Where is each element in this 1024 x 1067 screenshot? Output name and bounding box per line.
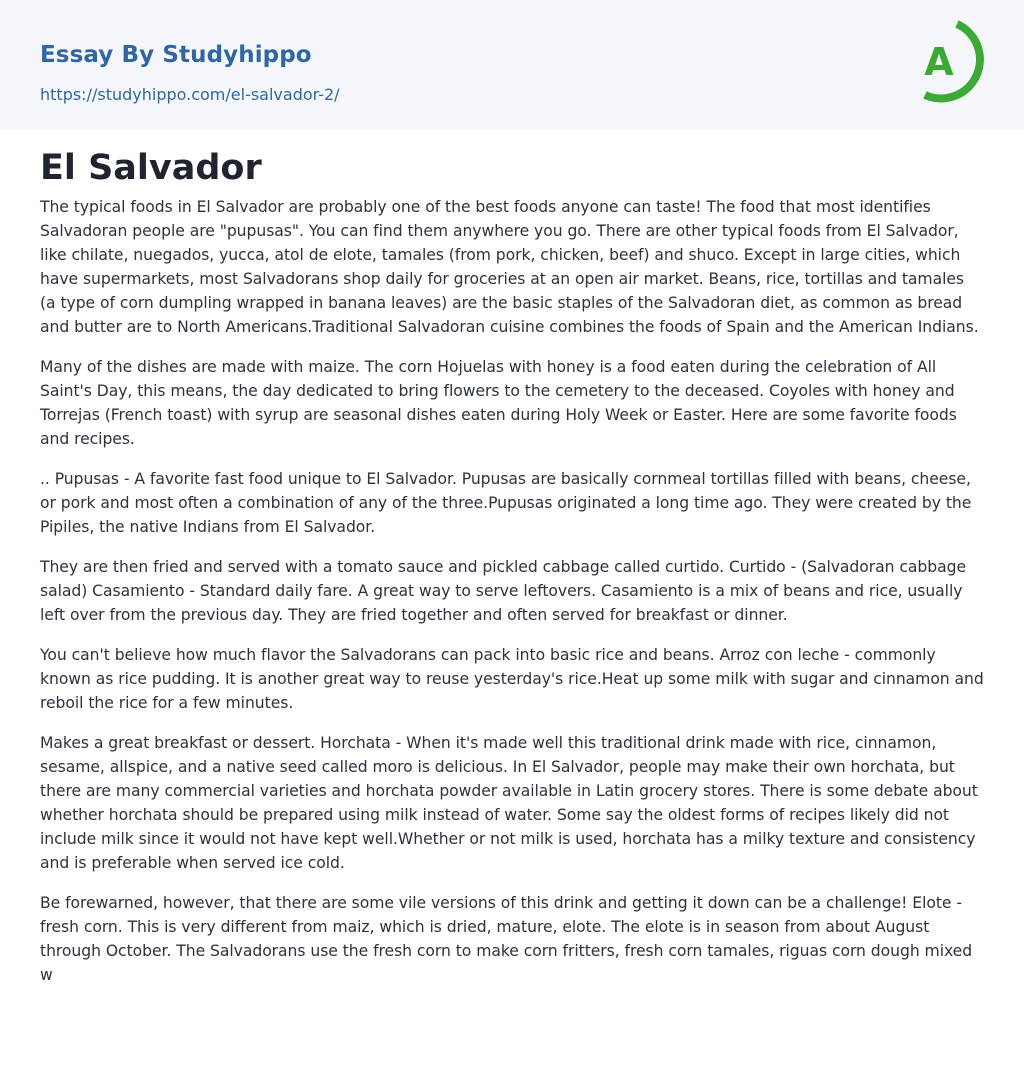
studyhippo-logo-icon[interactable] <box>908 18 988 106</box>
paragraph-1: The typical foods in El Salvador are probably one of the best foods anyone can taste! The food that most identifies Salvadoran people are "pupusas". You can find them anywhere you go. There are other typical foods from El Salvador, like chilate, nuegados, yucca, atol de elote, tamales (from pork, chicken, beef) and shuco. Except in large cities, which have supermarkets, most Salvadorans shop daily for groceries at an open air market. Beans, rice, tortillas and tamales (a type of corn dumpling wrapped in banana leaves) are the basic staples of the Salvadoran diet, as common as bread and butter are to North Americans.Traditional Salvadoran cuisine combines the foods of Spain and the American Indians. <box>40 198 979 336</box>
logo-letter: A <box>924 40 954 84</box>
paragraph-7: Be forewarned, however, that there are some vile versions of this drink and getting it down can be a challenge! Elote - fresh corn. This is very different from maiz, which is dried, mature, elote. The elote is in season from about August through October. The Salvadorans use the fresh corn to make corn fritters, fresh corn tamales, riguas corn dough mixed w <box>40 894 973 984</box>
brand-title[interactable]: Essay By Studyhippo <box>40 42 312 68</box>
paragraph-2: Many of the dishes are made with maize. The corn Hojuelas with honey is a food eaten during the celebration of All Saint's Day, this means, the day dedicated to bring flowers to the cemetery to the deceased. Coyoles with honey and Torrejas (French toast) with syrup are seasonal dishes eaten during Holy Week or Easter. Here are some favorite foods and recipes. <box>40 358 957 448</box>
essay-url-link[interactable]: https://studyhippo.com/el-salvador-2/ <box>40 85 340 104</box>
paragraph-6: Makes a great breakfast or dessert. Horchata - When it's made well this traditional drink made with rice, cinnamon, sesame, allspice, and a native seed called moro is delicious. In El Salvador, people may make their own horchata, but there are many commercial varieties and horchata powder available in Latin grocery stores. There is some debate about whether horchata should be prepared using milk instead of water. Some say the oldest forms of recipes likely did not include milk since it would not have kept well.Whether or not milk is used, horchata has a milky texture and consistency and is preferable when served ice cold. <box>40 734 978 872</box>
paragraph-4: They are then fried and served with a tomato sauce and pickled cabbage called curtido. Curtido - (Salvadoran cabbage salad) Casamiento - Standard daily fare. A great way to serve leftovers. Casamiento is a mix of beans and rice, usually left over from the previous day. They are fried together and often served for breakfast or dinner. <box>40 558 966 624</box>
paragraph-5: You can't believe how much flavor the Salvadorans can pack into basic rice and beans. Arroz con leche - commonly known as rice pudding. It is another great way to reuse yesterday's rice.Heat up some milk with sugar and cinnamon and reboil the rice for a few minutes. <box>40 646 984 712</box>
article <box>40 147 984 1003</box>
site-header <box>0 0 1024 129</box>
page-title: El Salvador <box>40 148 262 188</box>
paragraph-3: .. Pupusas - A favorite fast food unique to El Salvador. Pupusas are basically cornmeal tortillas filled with beans, cheese, or pork and most often a combination of any of the three.Pupusas originated a long time ago. They were created by the Pipiles, the native Indians from El Salvador. <box>40 470 972 536</box>
